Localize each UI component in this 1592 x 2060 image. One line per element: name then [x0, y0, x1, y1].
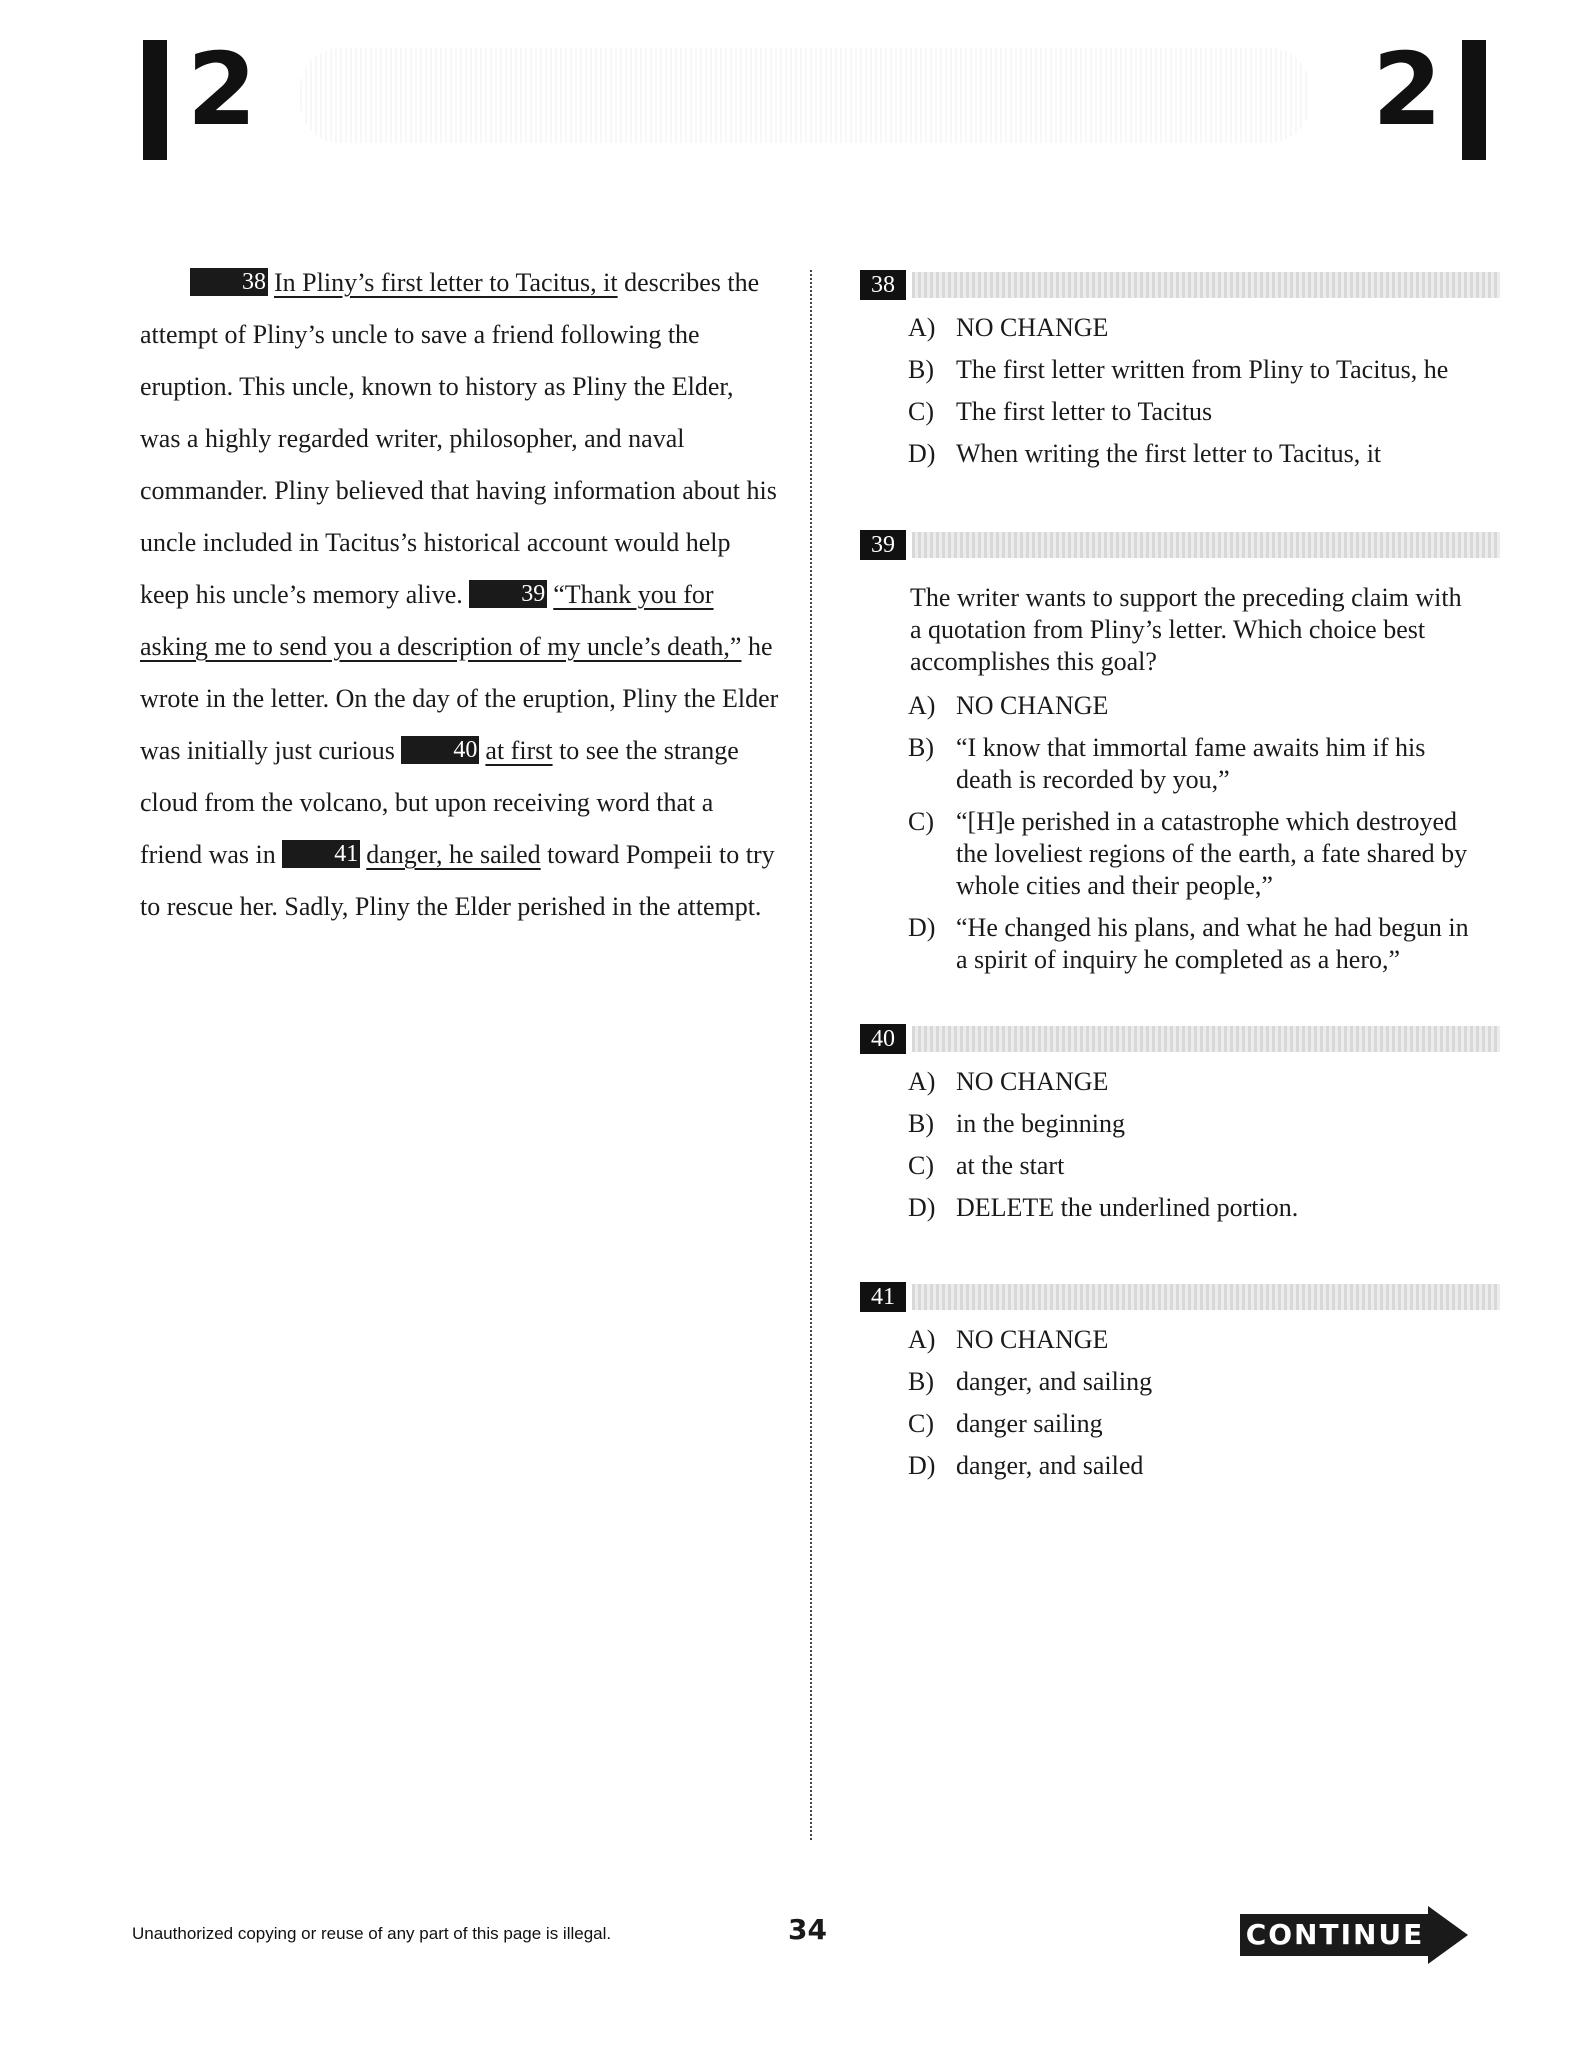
choice-letter: D)	[908, 439, 936, 468]
answer-choice[interactable]	[860, 354, 1500, 386]
question-prompt: The writer wants to support the preceding claim with a quotation from Pliny’s letter. Which choice best accomplishes this goal?	[910, 583, 1462, 676]
copyright-notice: Unauthorized copying or reuse of any part of this page is illegal.	[132, 1924, 612, 1943]
underlined-portion-39: “Thank you for asking me to send you a description of my uncle’s death,”	[140, 580, 742, 661]
answer-choice[interactable]	[860, 312, 1500, 344]
passage-paragraph	[140, 257, 780, 933]
passage-text: toward Pompeii to try to rescue her. Sadly, Pliny the Elder perished in the attempt.	[140, 840, 775, 921]
underlined-portion-41: danger, he sailed	[366, 840, 541, 869]
answer-choice[interactable]	[860, 732, 1500, 796]
choice-letter: A)	[908, 691, 936, 720]
question-number-box: 41	[860, 1282, 906, 1312]
question-40	[860, 1024, 1500, 1234]
question-number-box: 39	[860, 530, 906, 560]
section-bar-left	[143, 40, 167, 160]
choice-letter: A)	[908, 1067, 936, 1096]
answer-choices	[860, 1324, 1500, 1482]
header-scan-noise	[300, 48, 1310, 143]
underlined-portion-38: In Pliny’s first letter to Tacitus, it	[274, 268, 618, 297]
arrow-right-icon	[1428, 1906, 1468, 1964]
choice-text: danger sailing	[956, 1409, 1103, 1438]
answer-choice[interactable]	[860, 1324, 1500, 1356]
choice-letter: B)	[908, 355, 934, 384]
underlined-portion-40: at first	[485, 736, 553, 765]
section-number-right: 2	[1372, 31, 1442, 148]
section-marker-left	[143, 31, 257, 160]
continue-button[interactable]	[1240, 1906, 1472, 1964]
choice-text: danger, and sailing	[956, 1367, 1153, 1396]
choice-letter: D)	[908, 1451, 936, 1480]
choice-letter: C)	[908, 807, 934, 836]
question-header	[860, 1024, 1500, 1054]
continue-label: CONTINUE	[1240, 1914, 1430, 1956]
question-header-shade	[912, 272, 1500, 298]
answer-choice[interactable]	[860, 1366, 1500, 1398]
choice-text: danger, and sailed	[956, 1451, 1144, 1480]
choice-letter: C)	[908, 397, 934, 426]
choice-text: “[H]e perished in a catastrophe which destroyed the loveliest regions of the earth, a fate shared by whole cities and their people,”	[956, 807, 1468, 900]
question-header-shade	[912, 532, 1500, 558]
answer-choice[interactable]	[860, 912, 1500, 976]
question-number-box: 38	[860, 270, 906, 300]
answer-choice[interactable]	[860, 1150, 1500, 1182]
choice-text: DELETE the underlined portion.	[956, 1193, 1299, 1222]
choice-letter: C)	[908, 1409, 934, 1438]
section-number-left: 2	[187, 31, 257, 148]
choice-letter: A)	[908, 313, 936, 342]
choice-text: NO CHANGE	[956, 1067, 1109, 1096]
question-38	[860, 270, 1500, 480]
choice-text: “He changed his plans, and what he had begun in a spirit of inquiry he completed as a hero,”	[956, 913, 1469, 974]
choice-text: The first letter written from Pliny to Tacitus, he	[956, 355, 1449, 384]
question-header	[860, 1282, 1500, 1312]
choice-text: NO CHANGE	[956, 691, 1109, 720]
question-ref-39[interactable]: 39	[469, 580, 547, 608]
question-header	[860, 270, 1500, 300]
question-ref-41[interactable]: 41	[282, 840, 360, 868]
choice-text: The first letter to Tacitus	[956, 397, 1213, 426]
question-ref-40[interactable]: 40	[401, 736, 479, 764]
section-marker-right	[1372, 31, 1486, 160]
passage-text: he wrote in the letter. On the day of the eruption, Pliny the Elder was initially just curious	[140, 632, 779, 765]
choice-text: When writing the first letter to Tacitus, it	[956, 439, 1382, 468]
answer-choice[interactable]	[860, 438, 1500, 470]
choice-text: NO CHANGE	[956, 313, 1109, 342]
question-39	[860, 530, 1500, 986]
answer-choices	[860, 1066, 1500, 1224]
choice-text: NO CHANGE	[956, 1325, 1109, 1354]
choice-text: “I know that immortal fame awaits him if his death is recorded by you,”	[956, 733, 1426, 794]
choice-letter: B)	[908, 1109, 934, 1138]
question-ref-38[interactable]: 38	[190, 268, 268, 296]
choice-text: in the beginning	[956, 1109, 1125, 1138]
answer-choice[interactable]	[860, 1192, 1500, 1224]
question-number-box: 40	[860, 1024, 906, 1054]
answer-choice[interactable]	[860, 806, 1500, 902]
choice-letter: D)	[908, 1193, 936, 1222]
choice-letter: B)	[908, 1367, 934, 1396]
answer-choice[interactable]	[860, 1108, 1500, 1140]
choice-text: at the start	[956, 1151, 1065, 1180]
question-41	[860, 1282, 1500, 1492]
answer-choice[interactable]	[860, 690, 1500, 722]
choice-letter: B)	[908, 733, 934, 762]
section-bar-right	[1462, 40, 1486, 160]
answer-choice[interactable]	[860, 1066, 1500, 1098]
answer-choice[interactable]	[860, 1408, 1500, 1440]
question-header-shade	[912, 1284, 1500, 1310]
choice-letter: C)	[908, 1151, 934, 1180]
reading-passage	[140, 257, 780, 933]
question-header	[860, 530, 1500, 560]
answer-choices	[860, 690, 1500, 976]
passage-text: to see the strange cloud from the volcano, but upon receiving word that a friend was in	[140, 736, 739, 869]
answer-choices	[860, 312, 1500, 470]
column-divider	[810, 270, 812, 1840]
choice-letter: D)	[908, 913, 936, 942]
passage-text: describes the attempt of Pliny’s uncle to save a friend following the eruption. This uncle, known to history as Pliny the Elder, was a highly regarded writer, philosopher, and naval commander. Pliny believed that having information about his uncle included in Tacitus’s historical account would help keep his uncle’s memory alive.	[140, 268, 777, 609]
page-number: 34	[788, 1913, 827, 1946]
question-header-shade	[912, 1026, 1500, 1052]
answer-choice[interactable]	[860, 1450, 1500, 1482]
choice-letter: A)	[908, 1325, 936, 1354]
answer-choice[interactable]	[860, 396, 1500, 428]
